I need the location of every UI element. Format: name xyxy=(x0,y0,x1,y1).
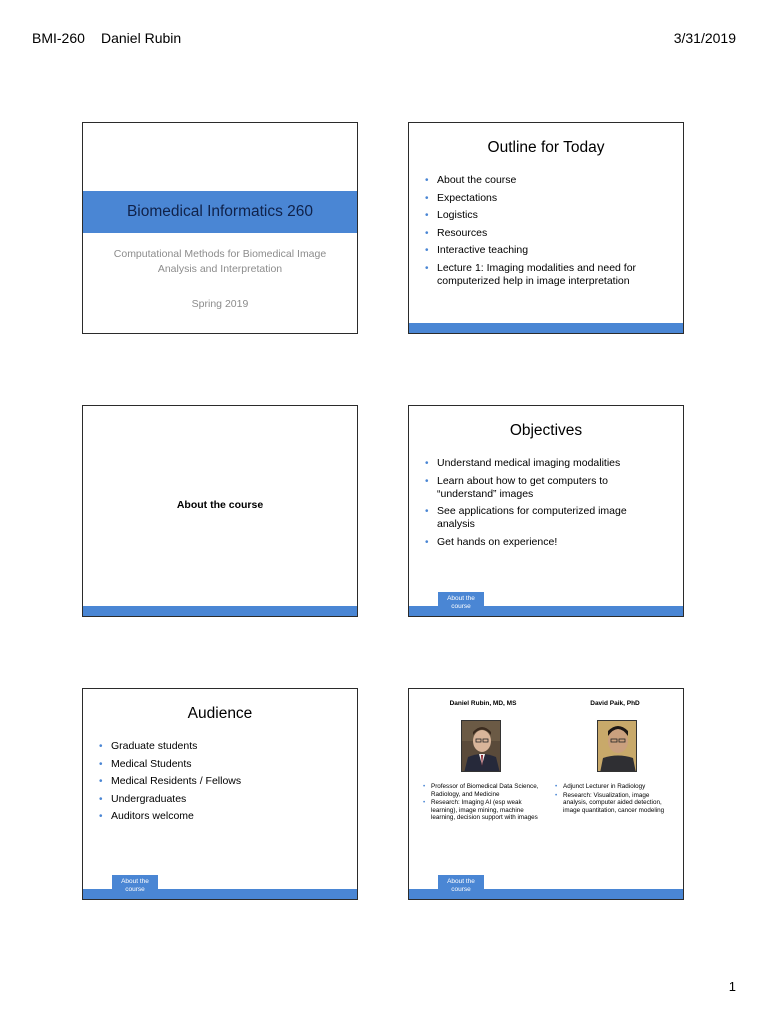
list-item: • Lecture 1: Imaging modalities and need for computerized help in image interpretation xyxy=(425,262,675,288)
list-item: • About the course xyxy=(425,174,675,187)
title-band xyxy=(83,191,357,233)
slide-title-text: Biomedical Informatics 260 xyxy=(126,203,314,220)
section-tag: About the course xyxy=(438,592,484,614)
slide-objectives xyxy=(408,405,684,617)
header-date: 3/31/2019 xyxy=(673,30,736,46)
list-item: • Research: Imaging AI (esp weak learning), image mining, machine learning, decision support with images xyxy=(423,799,547,822)
slide-subtitle: Computational Methods for Biomedical Image Analysis and Interpretation xyxy=(113,248,327,275)
list-item: • Medical Residents / Fellows xyxy=(99,775,339,788)
slide-outline xyxy=(408,122,684,334)
slide-title xyxy=(82,122,358,334)
slide-section xyxy=(82,405,358,617)
instructor-details xyxy=(555,783,675,815)
instructor-name: David Paik, PhD xyxy=(590,700,640,707)
section-tag: About the course xyxy=(438,875,484,897)
instructor-details xyxy=(423,783,547,823)
list-item: • See applications for computerized image analysis xyxy=(425,505,665,531)
header-course: BMI-260 xyxy=(32,30,85,46)
list-item: • Adjunct Lecturer in Radiology xyxy=(555,783,675,791)
list-item: • Get hands on experience! xyxy=(425,536,665,549)
instructor-photo xyxy=(597,720,637,772)
list-item: • Research: Visualization, image analysis, computer aided detection, image quantitation, cancer modeling xyxy=(555,792,675,815)
list-item: • Resources xyxy=(425,227,675,240)
slide-bottom-bar xyxy=(83,606,357,616)
slide-term: Spring 2019 xyxy=(191,298,249,310)
audience-title: Audience xyxy=(187,705,253,722)
list-item: • Medical Students xyxy=(99,758,339,771)
slide-instructors xyxy=(408,688,684,900)
slide-bottom-bar xyxy=(409,323,683,333)
list-item: • Auditors welcome xyxy=(99,810,339,823)
instructor-photo xyxy=(461,720,501,772)
list-item: • Expectations xyxy=(425,192,675,205)
section-title: About the course xyxy=(176,499,264,511)
outline-title: Outline for Today xyxy=(487,139,605,156)
objectives-title: Objectives xyxy=(509,422,583,439)
list-item: • Professor of Biomedical Data Science, Radiology, and Medicine xyxy=(423,783,547,798)
instructor-name: Daniel Rubin, MD, MS xyxy=(449,700,517,707)
audience-list xyxy=(99,740,339,828)
section-tag: About the course xyxy=(112,875,158,897)
outline-list xyxy=(425,174,675,292)
objectives-list xyxy=(425,457,665,553)
page-number: 1 xyxy=(728,979,736,994)
list-item: • Learn about how to get computers to “understand” images xyxy=(425,475,665,501)
list-item: • Understand medical imaging modalities xyxy=(425,457,665,470)
list-item: • Logistics xyxy=(425,209,675,222)
slide-audience xyxy=(82,688,358,900)
list-item: • Graduate students xyxy=(99,740,339,753)
header-author: Daniel Rubin xyxy=(101,30,182,46)
list-item: • Interactive teaching xyxy=(425,244,675,257)
list-item: • Undergraduates xyxy=(99,793,339,806)
